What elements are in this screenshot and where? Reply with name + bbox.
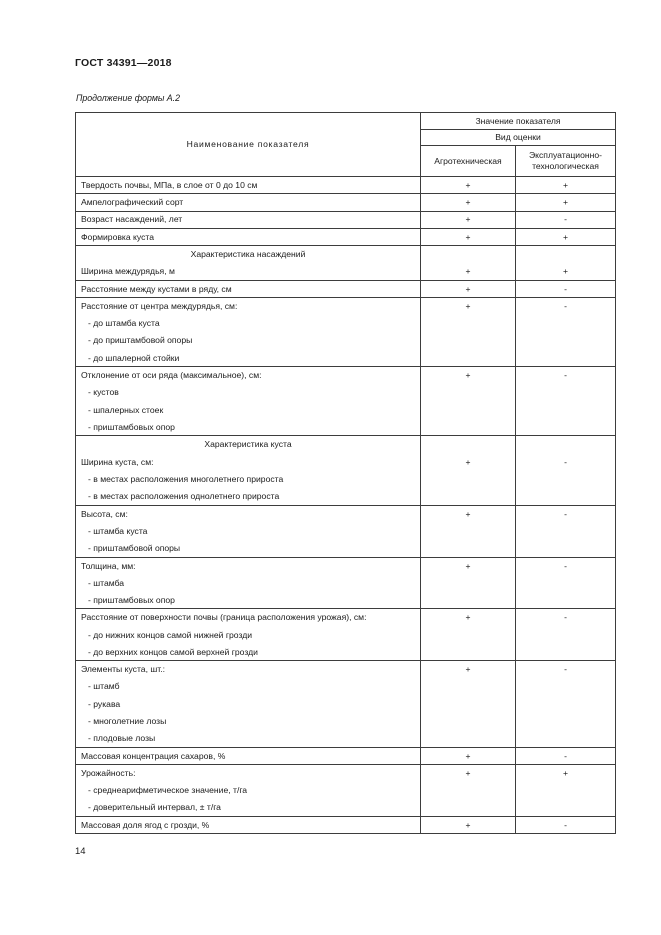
indicator-name-cell: Ширина междурядья, м <box>76 263 421 280</box>
indicator-name-cell: Характеристика насаждений <box>76 246 421 263</box>
operational-value-cell: - <box>516 453 616 470</box>
indicator-name-cell: Массовая доля ягод с грозди, % <box>76 816 421 833</box>
operational-value-cell: + <box>516 263 616 280</box>
agrotechnical-value-cell: + <box>421 367 516 384</box>
operational-value-cell <box>516 522 616 539</box>
agrotechnical-value-cell: + <box>421 816 516 833</box>
operational-value-cell <box>516 436 616 453</box>
operational-value-cell: + <box>516 228 616 245</box>
table-row <box>76 280 616 297</box>
operational-value-cell <box>516 488 616 505</box>
table-row <box>76 332 616 349</box>
agrotechnical-value-cell <box>421 730 516 747</box>
agrotechnical-value-cell <box>421 540 516 557</box>
table-row <box>76 557 616 574</box>
operational-value-cell <box>516 246 616 263</box>
indicator-name-cell: - шпалерных стоек <box>76 401 421 418</box>
agrotechnical-value-cell <box>421 315 516 332</box>
indicator-name-cell: - до верхних концов самой верхней грозди <box>76 644 421 661</box>
table-row <box>76 626 616 643</box>
operational-value-cell: + <box>516 194 616 211</box>
agrotechnical-value-cell <box>421 713 516 730</box>
indicators-table <box>75 112 616 834</box>
agrotechnical-value-cell: + <box>421 228 516 245</box>
indicator-name-cell: - штамба куста <box>76 522 421 539</box>
indicator-name-cell: - до приштамбовой опоры <box>76 332 421 349</box>
operational-value-cell <box>516 730 616 747</box>
agrotechnical-value-cell: + <box>421 453 516 470</box>
table-row <box>76 246 616 263</box>
agrotechnical-value-cell <box>421 349 516 366</box>
indicator-name-cell: Формировка куста <box>76 228 421 245</box>
indicator-name-cell: - кустов <box>76 384 421 401</box>
table-row <box>76 315 616 332</box>
table-row <box>76 367 616 384</box>
indicator-name-cell: - плодовые лозы <box>76 730 421 747</box>
operational-value-cell: - <box>516 661 616 678</box>
indicator-name-cell: - приштамбовой опоры <box>76 540 421 557</box>
operational-value-cell <box>516 332 616 349</box>
agrotechnical-value-cell <box>421 384 516 401</box>
operational-value-cell: - <box>516 211 616 228</box>
table-body <box>76 177 616 834</box>
operational-value-cell <box>516 626 616 643</box>
table-row <box>76 661 616 678</box>
indicator-name-cell: - в местах расположения однолетнего прироста <box>76 488 421 505</box>
agrotechnical-value-cell <box>421 246 516 263</box>
indicator-name-cell: - до нижних концов самой нижней грозди <box>76 626 421 643</box>
operational-value-cell: - <box>516 609 616 626</box>
table-row <box>76 436 616 453</box>
indicator-name-cell: Массовая концентрация сахаров, % <box>76 747 421 764</box>
header-row-value-group <box>76 113 616 130</box>
table-row <box>76 816 616 833</box>
indicator-name-cell: Ампелографический сорт <box>76 194 421 211</box>
agrotechnical-value-cell: + <box>421 765 516 782</box>
page-number: 14 <box>75 846 86 857</box>
indicator-name-cell: - в местах расположения многолетнего прироста <box>76 471 421 488</box>
indicator-name-cell: - многолетние лозы <box>76 713 421 730</box>
table-row <box>76 522 616 539</box>
indicator-name-cell: - приштамбовых опор <box>76 592 421 609</box>
operational-value-cell: + <box>516 765 616 782</box>
indicator-name-cell: Отклонение от оси ряда (максимальное), см: <box>76 367 421 384</box>
table-row <box>76 695 616 712</box>
table-row <box>76 782 616 799</box>
table-row <box>76 263 616 280</box>
table-row <box>76 730 616 747</box>
agrotechnical-value-cell: + <box>421 661 516 678</box>
indicator-name-cell: Расстояние от поверхности почвы (граница расположения урожая), см: <box>76 609 421 626</box>
agrotechnical-value-cell: + <box>421 505 516 522</box>
operational-value-cell <box>516 782 616 799</box>
agrotechnical-value-cell: + <box>421 280 516 297</box>
agrotechnical-value-cell: + <box>421 747 516 764</box>
agrotechnical-value-cell <box>421 799 516 816</box>
table-row <box>76 799 616 816</box>
operational-value-cell <box>516 713 616 730</box>
operational-value-cell: - <box>516 747 616 764</box>
operational-value-cell <box>516 574 616 591</box>
operational-value-cell <box>516 644 616 661</box>
agrotechnical-value-cell <box>421 436 516 453</box>
header-col-agrotechnical: Агротехническая <box>421 146 516 177</box>
indicator-name-cell: Расстояние от центра междурядья, см: <box>76 298 421 315</box>
indicator-name-cell: - штамба <box>76 574 421 591</box>
table-row <box>76 713 616 730</box>
agrotechnical-value-cell: + <box>421 177 516 194</box>
operational-value-cell <box>516 384 616 401</box>
table-row <box>76 488 616 505</box>
table-row <box>76 678 616 695</box>
operational-value-cell <box>516 471 616 488</box>
header-indicator-value-group: Значение показателя <box>421 113 616 130</box>
operational-value-cell <box>516 678 616 695</box>
indicator-name-cell: Характеристика куста <box>76 436 421 453</box>
operational-value-cell <box>516 349 616 366</box>
indicator-name-cell: Элементы куста, шт.: <box>76 661 421 678</box>
agrotechnical-value-cell <box>421 782 516 799</box>
table-row <box>76 505 616 522</box>
operational-value-cell: - <box>516 280 616 297</box>
table-row <box>76 349 616 366</box>
table-row <box>76 471 616 488</box>
indicator-name-cell: Расстояние между кустами в ряду, см <box>76 280 421 297</box>
table-row <box>76 384 616 401</box>
header-col-operational-technological: Эксплуатационно-технологическая <box>516 146 616 177</box>
agrotechnical-value-cell <box>421 678 516 695</box>
table-row <box>76 177 616 194</box>
table-row <box>76 574 616 591</box>
indicator-name-cell: - доверительный интервал, ± т/га <box>76 799 421 816</box>
agrotechnical-value-cell <box>421 644 516 661</box>
table-row <box>76 609 616 626</box>
table-row <box>76 540 616 557</box>
indicator-name-cell: - до шпалерной стойки <box>76 349 421 366</box>
agrotechnical-value-cell <box>421 626 516 643</box>
agrotechnical-value-cell: + <box>421 557 516 574</box>
operational-value-cell: - <box>516 367 616 384</box>
table-row <box>76 747 616 764</box>
agrotechnical-value-cell <box>421 522 516 539</box>
operational-value-cell: - <box>516 505 616 522</box>
agrotechnical-value-cell: + <box>421 211 516 228</box>
indicator-name-cell: Твердость почвы, МПа, в слое от 0 до 10 см <box>76 177 421 194</box>
indicator-name-cell: - среднеарифметическое значение, т/га <box>76 782 421 799</box>
header-evaluation-kind: Вид оценки <box>421 130 616 146</box>
document-code: ГОСТ 34391—2018 <box>75 57 172 69</box>
agrotechnical-value-cell <box>421 695 516 712</box>
operational-value-cell: + <box>516 177 616 194</box>
table-row <box>76 592 616 609</box>
header-indicator-name: Наименование показателя <box>76 113 421 177</box>
form-continuation-caption: Продолжение формы А.2 <box>76 93 180 103</box>
agrotechnical-value-cell <box>421 419 516 436</box>
operational-value-cell <box>516 419 616 436</box>
indicator-name-cell: Толщина, мм: <box>76 557 421 574</box>
operational-value-cell <box>516 799 616 816</box>
agrotechnical-value-cell <box>421 332 516 349</box>
indicator-name-cell: - до штамба куста <box>76 315 421 332</box>
agrotechnical-value-cell <box>421 592 516 609</box>
agrotechnical-value-cell: + <box>421 609 516 626</box>
indicator-name-cell: Высота, см: <box>76 505 421 522</box>
indicator-name-cell: Ширина куста, см: <box>76 453 421 470</box>
indicator-name-cell: - приштамбовых опор <box>76 419 421 436</box>
table-row <box>76 765 616 782</box>
indicator-name-cell: - штамб <box>76 678 421 695</box>
agrotechnical-value-cell: + <box>421 298 516 315</box>
operational-value-cell <box>516 695 616 712</box>
table-row <box>76 401 616 418</box>
table-row <box>76 453 616 470</box>
table-row <box>76 419 616 436</box>
indicator-name-cell: - рукава <box>76 695 421 712</box>
agrotechnical-value-cell <box>421 488 516 505</box>
agrotechnical-value-cell <box>421 574 516 591</box>
operational-value-cell: - <box>516 298 616 315</box>
operational-value-cell: - <box>516 557 616 574</box>
table-row <box>76 644 616 661</box>
table-header <box>76 113 616 177</box>
table-row <box>76 211 616 228</box>
indicator-name-cell: Урожайность: <box>76 765 421 782</box>
operational-value-cell <box>516 592 616 609</box>
operational-value-cell <box>516 401 616 418</box>
table-row <box>76 228 616 245</box>
agrotechnical-value-cell <box>421 401 516 418</box>
operational-value-cell <box>516 315 616 332</box>
agrotechnical-value-cell: + <box>421 263 516 280</box>
agrotechnical-value-cell <box>421 471 516 488</box>
operational-value-cell: - <box>516 816 616 833</box>
indicator-name-cell: Возраст насаждений, лет <box>76 211 421 228</box>
agrotechnical-value-cell: + <box>421 194 516 211</box>
table-row <box>76 194 616 211</box>
operational-value-cell <box>516 540 616 557</box>
table-row <box>76 298 616 315</box>
